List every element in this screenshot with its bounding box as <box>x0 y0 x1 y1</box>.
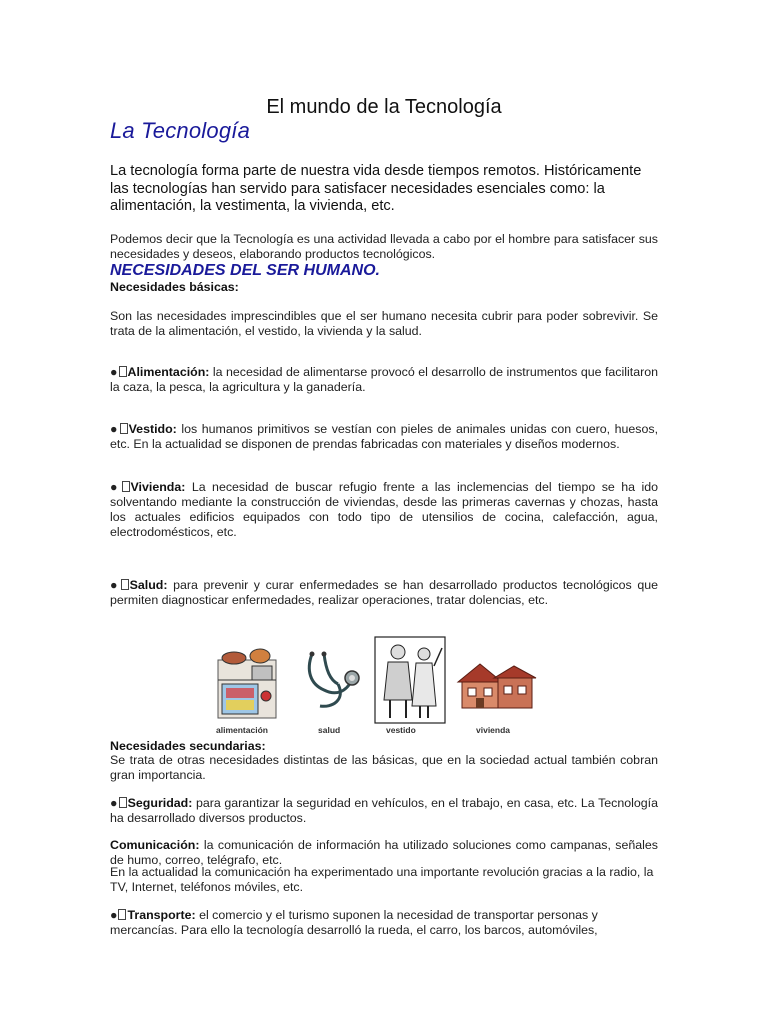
bullet-icon: ● <box>110 908 118 922</box>
checkbox-glyph-icon <box>119 797 127 808</box>
item-label: Seguridad: <box>127 796 193 810</box>
bullet-icon: ● <box>110 578 120 592</box>
list-item-vivienda <box>110 480 658 540</box>
caption-alimentacion: alimentación <box>216 725 268 735</box>
basic-needs-heading: Necesidades básicas: <box>110 280 239 294</box>
item-text: La necesidad de buscar refugio frente a las inclemencias del tiempo se ha ido solventando mediante la construcción de viviendas, desde las primeras cavernas y chozas, hasta los actuales edificios equipados con todo tipo de utensilios de cocina, calefacción, agua, electrodomésticos, etc. <box>110 480 658 539</box>
item-text: los humanos primitivos se vestían con pieles de animales unidas con cuero, huesos, etc. En la actualidad se disponen de prendas fabricadas con materiales y diseños modernos. <box>110 422 659 451</box>
caption-salud: salud <box>318 725 341 735</box>
kitchen-illustration-icon <box>212 640 282 722</box>
secondary-needs-heading: Necesidades secundarias: <box>110 739 266 753</box>
item-text: para prevenir y curar enfermedades se han desarrollado productos tecnológicos que permiten diagnosticar enfermedades, realizar operaciones, tratar dolencias, etc. <box>110 578 658 607</box>
bullet-icon: ● <box>110 480 121 494</box>
checkbox-glyph-icon <box>118 909 126 920</box>
item-text: el comercio y el turismo suponen la necesidad de transportar personas y mercancías. Para ello la tecnología desarrolló la rueda, el carro, los barcos, automóviles, <box>110 908 598 937</box>
item-text: para garantizar la seguridad en vehículos, en el trabajo, en casa, etc. La Tecnología ha desarrollado diversos productos. <box>110 796 659 825</box>
checkbox-glyph-icon <box>119 366 127 377</box>
definition-paragraph: Podemos decir que la Tecnología es una actividad llevada a cabo por el hombre para satisfacer sus necesidades y deseos, elaborando productos tecnológicos. <box>110 232 658 261</box>
item-label: Salud: <box>129 578 168 592</box>
caption-vestido: vestido <box>386 725 416 735</box>
checkbox-glyph-icon <box>120 423 128 434</box>
item-label: Vivienda: <box>130 480 186 494</box>
list-item-vestido <box>110 422 658 452</box>
section-heading: NECESIDADES DEL SER HUMANO. <box>110 262 380 279</box>
checkbox-glyph-icon <box>121 579 129 590</box>
caption-vivienda: vivienda <box>476 725 511 735</box>
checkbox-glyph-icon <box>122 481 130 492</box>
list-item-transporte <box>110 908 658 938</box>
page-title: El mundo de la Tecnología <box>266 96 502 118</box>
secondary-needs-intro: Se trata de otras necesidades distintas de las básicas, que en la sociedad actual también cobran gran importancia. <box>110 753 658 782</box>
bullet-icon: ● <box>110 365 118 379</box>
item-label: Alimentación: <box>127 365 210 379</box>
page-subtitle: La Tecnología <box>110 118 251 143</box>
basic-needs-intro: Son las necesidades imprescindibles que el ser humano necesita cubrir para poder sobrevivir. Se trata de la alimentación, el vestido, la vivienda y la salud. <box>110 309 658 338</box>
needs-illustration <box>210 636 540 738</box>
item-label: Vestido: <box>128 422 177 436</box>
bullet-icon: ● <box>110 422 119 436</box>
clothing-illustration-icon <box>374 636 446 724</box>
item-text: la necesidad de alimentarse provocó el desarrollo de instrumentos que facilitaron la caza, la pesca, la agricultura y la ganadería. <box>110 365 658 394</box>
house-icon <box>454 660 538 712</box>
comunicacion-continuation: En la actualidad la comunicación ha experimentado una importante revolución gracias a la radio, la TV, Internet, teléfonos móviles, etc. <box>110 865 654 894</box>
item-text: la comunicación de información ha utilizado soluciones como campanas, señales de humo, correo, telégrafo, etc. <box>110 838 658 867</box>
bullet-icon: ● <box>110 796 118 810</box>
item-label: Transporte: <box>127 908 196 922</box>
list-item-comunicacion <box>110 838 658 868</box>
list-item-salud <box>110 578 658 608</box>
stethoscope-icon <box>302 650 364 714</box>
intro-paragraph: La tecnología forma parte de nuestra vida desde tiempos remotos. Históricamente las tecnologías han servido para satisfacer necesidades esenciales como: la alimentación, la vestimenta, la vivienda, etc. <box>110 163 642 214</box>
list-item-alimentacion <box>110 365 658 395</box>
item-label: Comunicación: <box>110 838 200 852</box>
list-item-seguridad <box>110 796 658 826</box>
